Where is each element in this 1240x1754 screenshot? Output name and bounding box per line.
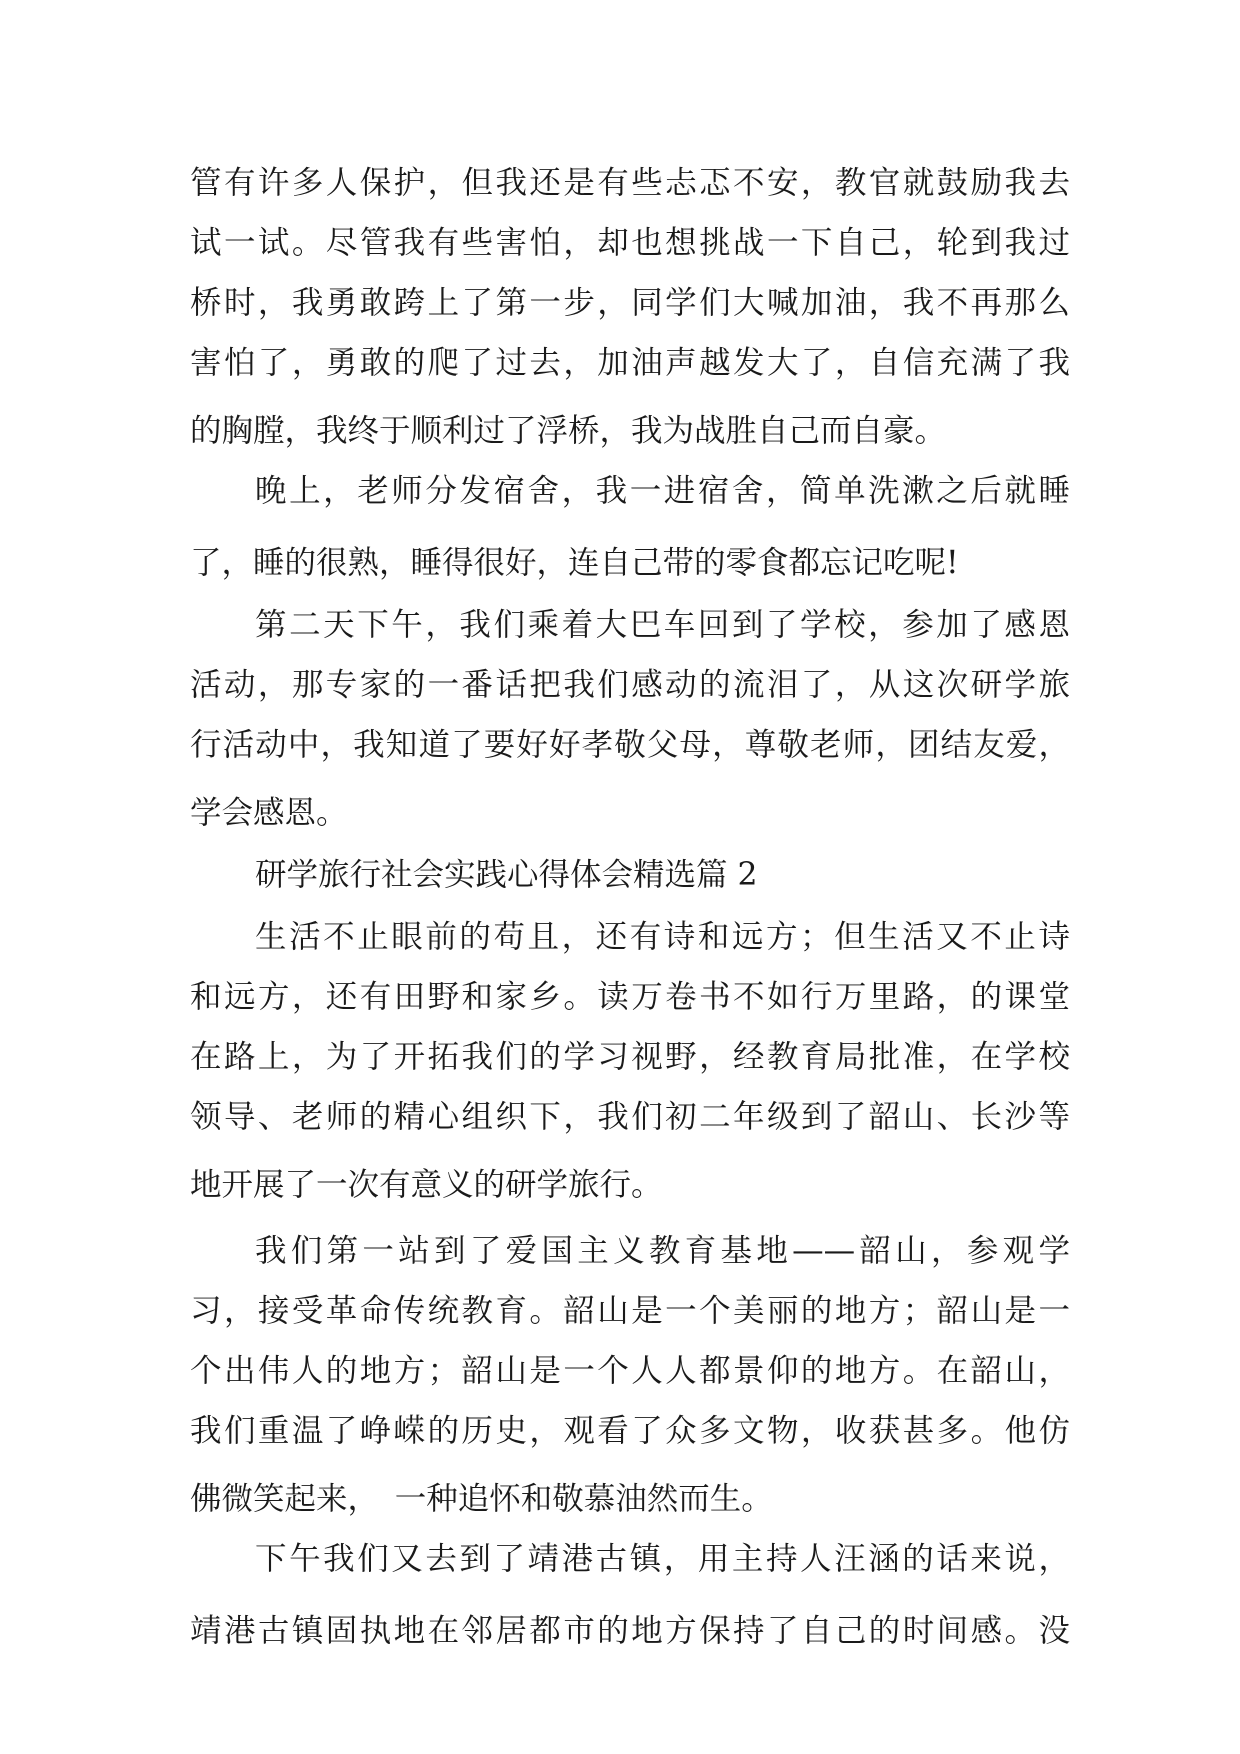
- body-text-line: 我们重温了峥嵘的历史，观看了众多文物，收获甚多。他仿: [190, 1413, 1070, 1449]
- body-text-line: 试一试。尽管我有些害怕，却也想挑战一下自己，轮到我过: [190, 225, 1070, 261]
- body-text-line: 活动，那专家的一番话把我们感动的流泪了，从这次研学旅: [190, 667, 1070, 703]
- body-text-line: 佛微笑起来， 一种追怀和敬慕油然而生。: [190, 1481, 773, 1517]
- paragraph-first-line: 我们第一站到了爱国主义教育基地——韶山，参观学: [255, 1233, 1070, 1269]
- body-text-line: 在路上，为了开拓我们的学习视野，经教育局批准，在学校: [190, 1039, 1070, 1075]
- section-heading: 研学旅行社会实践心得体会精选篇 2: [255, 857, 758, 893]
- paragraph-first-line: 下午我们又去到了靖港古镇，用主持人汪涵的话来说，: [255, 1541, 1070, 1577]
- body-text-line: 靖港古镇固执地在邻居都市的地方保持了自己的时间感。没: [190, 1613, 1070, 1649]
- body-text-line: 学会感恩。: [190, 795, 348, 831]
- body-text-line: 地开展了一次有意义的研学旅行。: [190, 1167, 663, 1203]
- body-text-line: 的胸膛，我终于顺利过了浮桥，我为战胜自己而自豪。: [190, 413, 947, 449]
- body-text-line: 习，接受革命传统教育。韶山是一个美丽的地方；韶山是一: [190, 1293, 1070, 1329]
- body-text-line: 行活动中，我知道了要好好孝敬父母，尊敬老师，团结友爱，: [190, 727, 1070, 763]
- body-text-line: 了，睡的很熟，睡得很好，连自己带的零食都忘记吃呢!: [190, 545, 959, 581]
- body-text-line: 害怕了，勇敢的爬了过去，加油声越发大了，自信充满了我: [190, 345, 1070, 381]
- paragraph-first-line: 生活不止眼前的苟且，还有诗和远方；但生活又不止诗: [255, 919, 1070, 955]
- body-text-line: 管有许多人保护，但我还是有些忐忑不安，教官就鼓励我去: [190, 165, 1070, 201]
- body-text-line: 和远方，还有田野和家乡。读万卷书不如行万里路，的课堂: [190, 979, 1070, 1015]
- paragraph-first-line: 晚上，老师分发宿舍，我一进宿舍，简单洗漱之后就睡: [255, 473, 1070, 509]
- paragraph-first-line: 第二天下午，我们乘着大巴车回到了学校，参加了感恩: [255, 607, 1070, 643]
- body-text-line: 个出伟人的地方；韶山是一个人人都景仰的地方。在韶山，: [190, 1353, 1070, 1389]
- body-text-line: 桥时，我勇敢跨上了第一步，同学们大喊加油，我不再那么: [190, 285, 1070, 321]
- body-text-line: 领导、老师的精心组织下，我们初二年级到了韶山、长沙等: [190, 1099, 1070, 1135]
